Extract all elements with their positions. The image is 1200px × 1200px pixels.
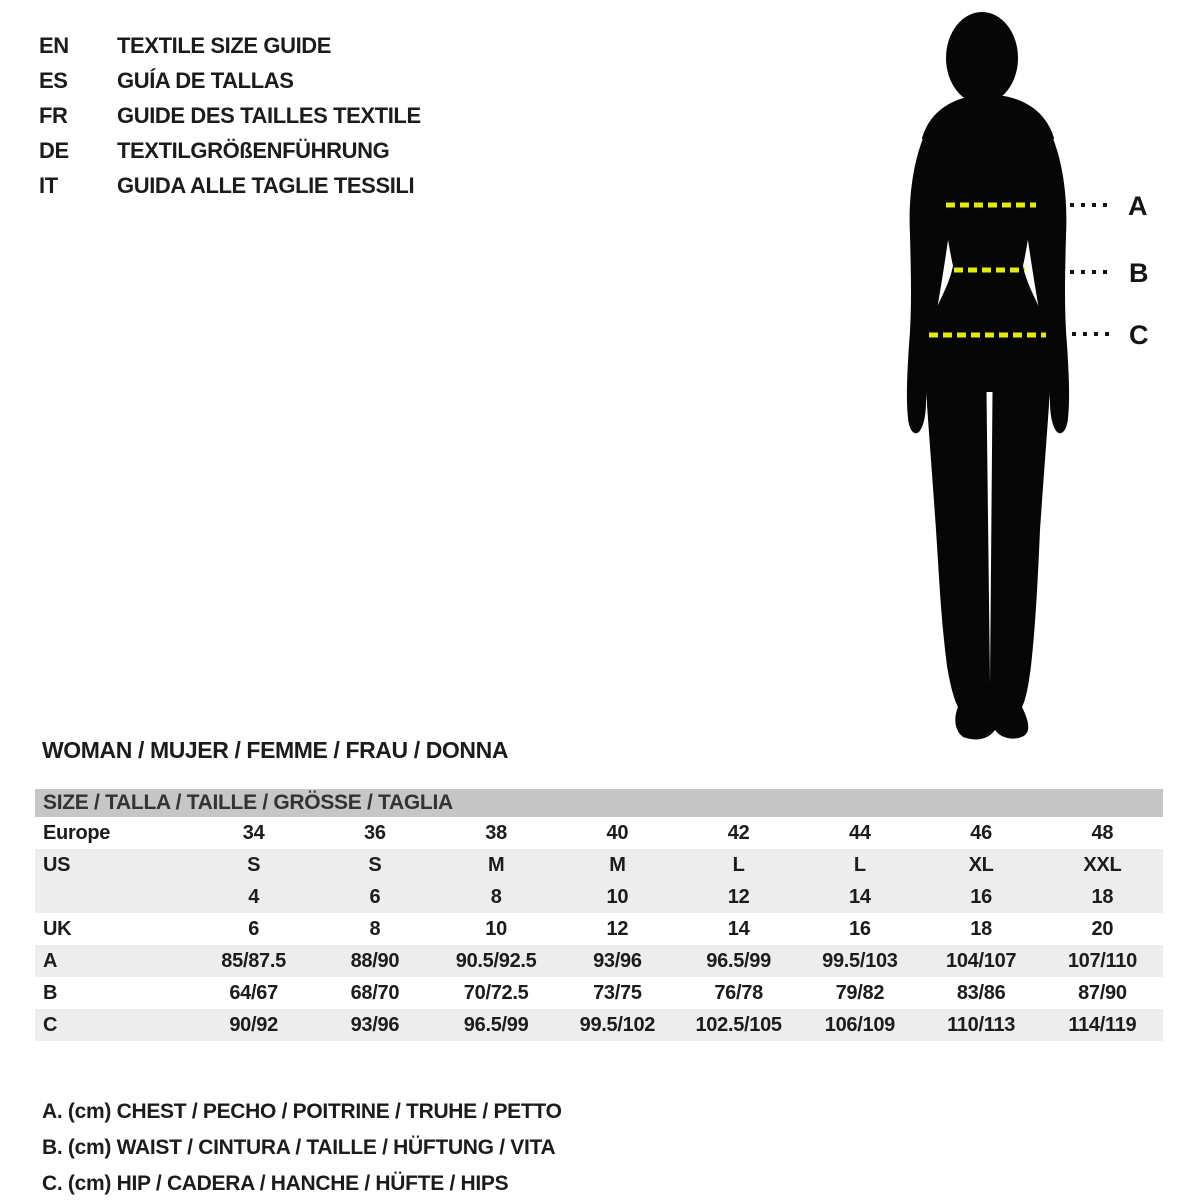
cell: 42 [727, 821, 750, 844]
cell: 12 [606, 917, 629, 940]
marker-letter-b: B [1129, 258, 1149, 288]
cell: 12 [727, 885, 750, 908]
cell: 14 [727, 917, 750, 940]
cell: 79/82 [835, 981, 885, 1004]
row-label: US [43, 853, 71, 876]
lang-code-es: ES [39, 67, 68, 93]
cell: 10 [606, 885, 629, 908]
cell: M [487, 853, 505, 876]
cell: 76/78 [714, 981, 763, 1004]
lang-label-de: TEXTILGRÖßENFÜHRUNG [117, 137, 390, 163]
cell: 18 [970, 917, 992, 940]
cell: 96.5/99 [706, 949, 771, 972]
cell: 20 [1091, 917, 1114, 940]
row-label: C [43, 1013, 58, 1036]
table-row-chest-a [35, 945, 1163, 977]
cell: 88/90 [350, 949, 400, 972]
lang-code-en: EN [39, 32, 69, 58]
cell: 16 [849, 917, 871, 940]
legend-hip: C. (cm) HIP / CADERA / HANCHE / HÜFTE / HIPS [42, 1172, 509, 1195]
table-row-uk [35, 913, 1163, 945]
lang-row-es [39, 63, 421, 98]
cell: 4 [248, 885, 260, 908]
cell: 85/87.5 [221, 949, 286, 972]
cell: S [247, 853, 261, 876]
cell: 110/113 [947, 1013, 1016, 1036]
cell: 90.5/92.5 [455, 949, 537, 972]
size-table [35, 789, 1163, 1041]
cell: 6 [248, 917, 260, 940]
legend-waist: B. (cm) WAIST / CINTURA / TAILLE / HÜFTUNG / VITA [42, 1136, 556, 1159]
cell: 10 [485, 917, 507, 940]
language-title-list [39, 28, 421, 203]
cell: 99.5/102 [579, 1013, 656, 1036]
cell: 6 [369, 885, 381, 908]
cell: 102.5/105 [695, 1013, 782, 1036]
cell: 73/75 [593, 981, 642, 1004]
lang-row-de [39, 133, 421, 168]
lang-row-it [39, 168, 421, 203]
lang-row-fr [39, 98, 421, 133]
table-row-us-numbers [35, 881, 1163, 913]
lang-label-it: GUIDA ALLE TAGLIE TESSILI [117, 172, 415, 198]
woman-silhouette-figure [860, 0, 1200, 760]
lang-code-de: DE [39, 137, 69, 163]
cell: M [609, 853, 626, 876]
cell: 68/70 [350, 981, 400, 1004]
cell: 46 [970, 821, 992, 844]
cell: 8 [369, 917, 381, 940]
cell: 96.5/99 [463, 1013, 529, 1036]
cell: 70/72.5 [463, 981, 529, 1004]
cell: 87/90 [1078, 981, 1127, 1004]
table-row-waist-b [35, 977, 1163, 1009]
table-row-hip-c [35, 1009, 1163, 1041]
cell: 40 [606, 821, 629, 844]
cell: 44 [849, 821, 871, 844]
row-label: A [43, 949, 58, 972]
cell: 14 [849, 885, 871, 908]
cell: 107/110 [1067, 949, 1137, 972]
cell: 93/96 [350, 1013, 400, 1036]
cell: XXL [1083, 853, 1122, 876]
cell: 90/92 [229, 1013, 278, 1036]
legend-chest: A. (cm) CHEST / PECHO / POITRINE / TRUHE / PETTO [42, 1100, 562, 1123]
lang-row-en [39, 28, 421, 63]
cell: 48 [1091, 821, 1114, 844]
row-label: Europe [43, 821, 111, 844]
cell: 18 [1091, 885, 1114, 908]
cell: 93/96 [593, 949, 642, 972]
row-label: B [43, 981, 58, 1004]
table-row-europe [35, 817, 1163, 849]
cell: 36 [364, 821, 386, 844]
marker-letter-a: A [1128, 191, 1148, 221]
cell: 114/119 [1068, 1013, 1137, 1036]
cell: 64/67 [229, 981, 278, 1004]
cell: 8 [490, 885, 502, 908]
marker-letter-c: C [1129, 320, 1149, 350]
cell: 34 [242, 821, 265, 844]
cell: S [368, 853, 382, 876]
measurement-legend [42, 1094, 562, 1200]
size-table-header: SIZE / TALLA / TAILLE / GRÖSSE / TAGLIA [35, 789, 1163, 817]
cell: 38 [485, 821, 507, 844]
cell: L [853, 853, 866, 876]
cell: 99.5/103 [822, 949, 898, 972]
lang-label-fr: GUIDE DES TAILLES TEXTILE [117, 102, 421, 128]
cell: 83/86 [956, 981, 1006, 1004]
cell: 16 [970, 885, 992, 908]
lang-label-es: GUÍA DE TALLAS [117, 67, 294, 93]
lang-code-it: IT [39, 172, 58, 198]
cell: XL [968, 853, 994, 876]
cell: L [732, 853, 745, 876]
section-title-woman: WOMAN / MUJER / FEMME / FRAU / DONNA [42, 737, 509, 763]
table-row-us-letters [35, 849, 1163, 881]
row-label: UK [43, 917, 72, 940]
cell: 104/107 [946, 949, 1017, 972]
cell: 106/109 [824, 1013, 895, 1036]
lang-code-fr: FR [39, 102, 68, 128]
lang-label-en: TEXTILE SIZE GUIDE [117, 32, 332, 58]
